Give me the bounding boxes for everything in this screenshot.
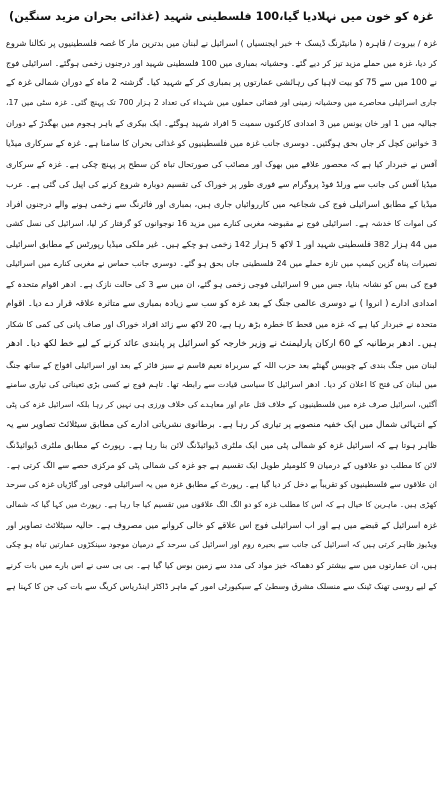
article-line: ہیں، ان عمارتوں میں سے بیشتر کو دھماکہ خیز مواد کی مدد سے زمین بوس کیا گیا ہے۔ بی بی سی نے اس بارے میں بات کرنے xyxy=(6,560,437,571)
article-line: جاری اسرائیلی محاصرے میں وحشیانہ زمینی اور فضائی حملوں میں شہداء کی تعداد 2 ہزار 700 تک پہنچ گئی۔ غزہ سٹی میں 17، xyxy=(6,98,437,108)
article-line: غزہ اسرائیل کے قبضے میں ہے اور اب اسرائیلی فوج اس علاقے کو خالی کروانے میں مصروف ہے۔ حالیہ سیٹلائٹ تصاویر اور xyxy=(6,520,437,531)
article-line: فوج کی بس کو نشانہ بنایا، جس میں 9 اسرائیلی فوجی زخمی ہو گئے، ان میں سے 3 کی حالت نازک ہے۔ ادھر اقوام متحدہ کے xyxy=(6,279,437,290)
article-line: متحدہ نے خبردار کیا ہے کہ غزہ میں قحط کا خطرہ بڑھ رہا ہے، 20 لاکھ سے زائد افراد خوراک اور صاف پانی کی کمی کا شکار xyxy=(6,319,437,330)
article-line: آگئیں، اسرائیل صرف غزہ میں فلسطینیوں کے خلاف قتل عام اور معاہدے کی خلاف ورزی ہی نہیں کر رہا بلکہ اسرائیل غزہ کی پٹی xyxy=(6,399,437,409)
article-line: نے 100 میں سے 75 کو بیت لاہیا کی رہائشی عمارتوں پر بمباری کر کے شہید کیا۔ گزشتہ 2 ماہ کے دوران شمالی غزہ کے xyxy=(6,78,437,89)
article-line: غزہ / بیروت / قاہرہ ( مانیٹرنگ ڈیسک + خبر ایجنسیاں ) اسرائیل نے لبنان میں بدترین مار کا غصہ فلسطینیوں پر نکالنا شروع xyxy=(6,38,437,48)
article-line: نصیرات پناہ گزین کیمپ میں تازہ حملے میں 24 فلسطینی جاں بحق ہو گئے۔ دوسری جانب حماس نے مغربی کنارے میں اسرائیلی xyxy=(6,259,437,269)
article-line: میں 44 ہزار 382 فلسطینی شہید اور 1 لاکھ 5 ہزار 142 زخمی ہو چکے ہیں۔ غیر ملکی میڈیا رپورٹس کے مطابق اسرائیلی xyxy=(6,238,437,249)
article-line: کر دیا، غزہ میں حملے مزید تیز کر دیے گئے۔ وحشیانہ بمباری میں 100 فلسطینی شہید اور درجنوں زخمی ہوگئے۔ اسرائیلی فوج xyxy=(6,58,437,69)
article-line: لائن کا مطلب دو علاقوں کے درمیان 9 کلومیٹر طویل ایک تقسیم ہے جو غزہ کی شمالی پٹی کو مرکزی حصے سے الگ کرتی ہے۔ xyxy=(6,459,437,470)
article-line: 3 خواتین کچل کر جاں بحق ہوگئیں۔ دوسری جانب غزہ میں فلسطینیوں کو غذائی بحران کا سامنا ہے۔ غزہ کے سرکاری میڈیا xyxy=(6,138,437,149)
article-line: ہیں۔ ادھر برطانیہ کے 60 ارکان پارلیمنٹ نے وزیر خارجہ کو اسرائیل پر پابندی عائد کرنے کے لیے خط لکھ دیا۔ ادھر xyxy=(6,339,437,350)
article-line: ظاہر ہوتا ہے کہ اسرائیل غزہ کو شمالی پٹی میں ایک ملٹری ڈیوائیڈنگ لائن بنا رہا ہے۔ رپورٹ کے مطابق ملٹری ڈیوائیڈنگ xyxy=(6,439,437,450)
article-line: ان علاقوں سے فلسطینیوں کو تقریباً بے دخل کر دیا گیا ہے۔ رپورٹ کے مطابق غزہ میں یہ اسرائیلی فوجی اور گاڑیاں غزہ کی سرحد xyxy=(6,480,437,490)
article-line: میں لبنان کی فتح کا اعلان کر دیا۔ ادھر اسرائیل کا سیاسی قیادت سے رابطہ تھا۔ تاہم فوج نے کسی بڑی تعیناتی کی تیاری سامنے xyxy=(6,379,437,389)
article-line: امدادی ادارے ( انروا ) نے دوسری عالمی جنگ کے بعد غزہ کو سب سے زیادہ بمباری سے متاثرہ علاقہ قرار دے دیا۔ اقوام xyxy=(6,299,437,310)
article-line: لبنان میں جنگ بندی کے چوبیس گھنٹے بعد حزب اللہ کے سربراہ نعیم قاسم نے سیز فائر کے بعد اور اسرائیلی افواج کے ساتھ جنگ xyxy=(6,359,437,370)
article-line: ویڈیوز ظاہر کرتی ہیں کہ اسرائیل کی جانب سے بحیرہ روم اور اسرائیل کی سرحد کے درمیان موجود سینکڑوں عمارتیں تباہ ہو چکی xyxy=(6,540,437,550)
article-line: آفس نے خبردار کیا ہے کہ محصور علاقے میں بھوک اور مصائب کی صورتحال تباہ کن سطح پر پہنچ چکی ہے۔ غزہ کے سرکاری xyxy=(6,158,437,169)
article-headline: غزہ کو خون میں نہلادیا گیا،100 فلسطینی شہید (غذائی بحران مزید سنگین) xyxy=(9,10,434,23)
article-body xyxy=(6,33,437,596)
article-line: کے انتہائی شمال میں ایک خفیہ منصوبے پر تیاری کر رہا ہے۔ برطانوی نشریاتی ادارے کی مطابق سیٹلائٹ تصاویر سے یہ xyxy=(6,419,437,430)
article-line: کھڑی ہیں۔ ماہرین کا خیال ہے کہ اس کا مطلب غزہ کو دو الگ الگ علاقوں میں تقسیم کیا جا رہا ہے۔ رپورٹ میں کہا گیا کہ شمالی xyxy=(6,500,437,510)
article-line: میڈیا کے مطابق اسرائیلی فوج کی شجاعیہ میں کارروائیاں جاری ہیں، بمباری اور فائرنگ سے زخمی ہونے والے درجنوں افراد xyxy=(6,198,437,209)
article-line: کے لیے روسی تھنک ٹینک سے منسلک مشرق وسطیٰ کے سیکیورٹی امور کے ماہر ڈاکٹر اینڈریاس کریگ سے بات کی جن کا کہنا ہے xyxy=(6,580,437,591)
article-line: جبالیہ میں 1 اور خان یونس میں 3 امدادی کارکنوں سمیت 5 افراد شہید ہوگئے۔ ایک بیکری کے باہر ہجوم میں بھگدڑ کے دوران xyxy=(6,118,437,129)
article-line: کی اموات کا خدشہ ہے۔ اسرائیلی فوج نے مقبوضہ مغربی کنارے میں مزید 16 نوجوانوں کو گرفتار کر لیا، اسرائیل کی نسل کشی xyxy=(6,218,437,228)
article-line: میڈیا آفس کی جانب سے ورلڈ فوڈ پروگرام سے فوری طور پر خوراک کی تقسیم دوبارہ شروع کرنے کی اپیل کی گئی ہے۔ عرب xyxy=(6,178,437,189)
